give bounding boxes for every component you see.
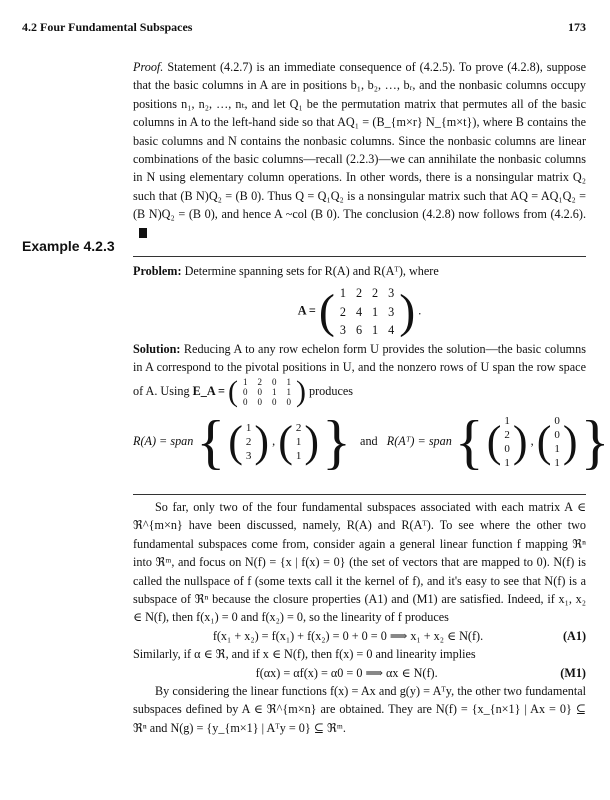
- page-header: [22, 18, 586, 38]
- and-text: and: [360, 433, 378, 448]
- matrix-a-cell: 2: [355, 286, 363, 301]
- matrix-ea-cell: 1: [271, 386, 277, 397]
- equation-a1-tag: (A1): [562, 628, 586, 643]
- matrix-a-row: [335, 303, 399, 321]
- ra-left-paren-icon: (: [228, 417, 243, 466]
- ra-left-brace-icon: {: [196, 409, 226, 475]
- ra-right-paren-icon: ): [254, 417, 270, 466]
- matrix-a-cell: 6: [355, 323, 363, 338]
- ra-entry: 1: [245, 422, 252, 434]
- rat-left-paren-icon: (: [536, 417, 552, 466]
- proof-block: [133, 58, 586, 242]
- rat-entry: 1: [504, 415, 510, 427]
- matrix-ea-cell: 0: [271, 376, 277, 387]
- left-paren-icon: (: [318, 285, 335, 339]
- ra-entry: 1: [295, 436, 302, 448]
- matrix-a-cell: 3: [339, 323, 346, 338]
- matrix-a-equation: A = ( 1 2 2 3 2 4 1 3 3 6 1 4 ) .: [297, 285, 422, 339]
- rat-right-paren-icon: ): [562, 417, 578, 466]
- matrix-a-cell: 1: [372, 304, 379, 319]
- rat-left-brace-icon: {: [454, 409, 484, 475]
- example-top-rule: [133, 256, 586, 257]
- equation-m1-text: f(αx) = αf(x) = α0 = 0 ⟹ αx ∈ N(f).: [255, 665, 438, 680]
- ra-entry: 2: [245, 436, 252, 448]
- rat-right-paren-icon: ): [512, 417, 528, 466]
- ea-left-paren-icon: (: [227, 374, 238, 408]
- equation-a1: [133, 627, 586, 645]
- ea-right-paren-icon: ): [295, 374, 306, 408]
- section-title: 4.2 Four Fundamental Subspaces: [22, 20, 193, 34]
- matrix-a-cell: 3: [388, 286, 395, 301]
- matrix-ea-cell: 0: [257, 386, 262, 397]
- matrix-a-cell: 3: [388, 304, 395, 319]
- rat-vectors: ( 1 2 0 1 ) , ( 0 0 1 1 ): [486, 415, 578, 469]
- matrix-a-cell: 4: [355, 304, 363, 319]
- rat-label: R(Aᵀ) = span: [386, 433, 452, 448]
- rat-vector: [551, 414, 563, 470]
- matrix-ea-cell: 0: [242, 386, 248, 397]
- example-bottom-rule: [133, 494, 586, 495]
- solution-label: Solution:: [133, 342, 181, 356]
- matrix-a-cell: 2: [339, 304, 346, 319]
- produces-text: produces: [309, 383, 354, 398]
- ra-label: R(A) = span: [133, 433, 194, 448]
- paragraph-nullspace: So far, only two of the four fundamental subspaces associated with each matrix A ∈ ℜ^{m×n} have been discussed, namely, R(A) and R(Aᵀ). To see where the other two fundamental subspaces come from, consider again a general linear function f mapping ℜⁿ into ℜᵐ, and focus on N(f) = {x | f(x) = 0} (the set of vectors that are mapped to 0). N(f) is called the nullspace of f (some texts call it the kernel of f), and it's easy to see that N(f) is a subspace of ℜⁿ because the closure properties (A1) and (M1) are satisfied. Indeed, if x₁, x₂ ∈ N(f), then f(x₁) = 0 and f(x₂) = 0, so the linearity of f produces: [133, 500, 586, 625]
- page-number: 173: [568, 20, 586, 34]
- problem-text: Determine spanning sets for R(A) and R(Aᵀ), where: [184, 264, 439, 278]
- matrix-a-row: [335, 321, 399, 339]
- ra-entry: 1: [295, 450, 302, 462]
- matrix-a-cell: 4: [388, 323, 395, 338]
- proof-label: Proof.: [133, 60, 164, 74]
- matrix-ea-row: [238, 387, 296, 397]
- ra-entry: 3: [245, 450, 252, 462]
- rat-entry: 0: [554, 429, 560, 441]
- equation-m1-tag: (M1): [560, 665, 586, 680]
- matrix-a: [335, 284, 399, 339]
- matrix-a-label: A =: [297, 303, 316, 318]
- rat-entry: 2: [504, 429, 510, 441]
- proof-text: Statement (4.2.7) is an immediate consequence of (4.2.5). To prove (4.2.8), suppose that the basic columns in A are in positions b₁, b₂, …, bᵣ, and the nonbasic columns occupy positions n₁, n₂, …, nₜ, and let Q₁ be the permutation matrix that permutes all of the basic columns in A to the left-hand side so that AQ₁ = (B_{m×r} N_{m×t}), where B contains the basic columns and N contains the nonbasic columns. Since the nonbasic columns are linear combinations of the basic columns—recall (2.2.3)—we can annihilate the nonbasic columns in N using elementary column operations. In other words, there is a nonsingular matrix Q₂ such that (B N)Q₂ = (B 0). Thus Q = Q₁Q₂ is a nonsingular matrix such that AQ = AQ₁Q₂ = (B N)Q₂ = (B 0), and hence A ~col (B 0). The conclusion (4.2.8) now follows from (4.2.6).: [133, 60, 587, 222]
- matrix-a-row: [335, 284, 399, 302]
- ea-label: E_A =: [192, 383, 225, 398]
- qed-icon: [139, 228, 147, 238]
- paragraph-similarly: Similarly, if α ∈ ℜ, and if x ∈ N(f), then f(x) = 0 and linearity implies: [133, 647, 476, 662]
- matrix-ea-cell: 1: [286, 386, 291, 397]
- matrix-a-cell: 1: [372, 323, 379, 338]
- matrix-ea-row: [238, 397, 296, 407]
- matrix-ea-cell: 0: [271, 396, 277, 407]
- matrix-ea-cell: 1: [286, 376, 291, 387]
- rat-entry: 1: [554, 457, 560, 469]
- matrix-ea-cell: 0: [257, 396, 262, 407]
- equation-a1-text: f(x₁ + x₂) = f(x₁) + f(x₂) = 0 + 0 = 0 ⟹ x₁ + x₂ ∈ N(f).: [212, 628, 484, 643]
- paragraph-by-considering: By considering the linear functions f(x) = Ax and g(y) = Aᵀy, the other two fundamental subspaces defined by A ∈ ℜ^{m×n} are obtained. They are N(f) = {x_{n×1} | Ax = 0} ⊆ ℜⁿ and N(g) = {y_{m×1} | Aᵀy = 0} ⊆ ℜᵐ.: [133, 684, 586, 735]
- rat-vector: [501, 414, 513, 470]
- ra-vector: [243, 421, 255, 463]
- solution-text: Reducing A to any row echelon form U provides the solution—the basic columns in A correspond to the pivotal positions in U, and the nonzero rows of U span the row space of A. Using: [133, 342, 587, 398]
- ra-entry: 2: [295, 422, 302, 434]
- span-equations: [133, 409, 610, 475]
- right-paren-icon: ): [399, 285, 416, 339]
- matrix-ea-cell: 0: [242, 396, 248, 407]
- matrix-a-cell: 1: [339, 286, 346, 301]
- problem-block: [133, 262, 586, 340]
- rat-right-brace-icon: }: [580, 409, 610, 475]
- ra-right-paren-icon: ): [304, 417, 320, 466]
- ra-vectors: ( 1 2 3 ) , ( 2 1 1 ): [228, 417, 320, 466]
- ra-left-paren-icon: (: [278, 417, 293, 466]
- ra-right-brace-icon: }: [322, 409, 351, 475]
- ra-vector: [293, 421, 305, 463]
- rat-entry: 0: [554, 415, 560, 427]
- matrix-ea: [238, 377, 296, 407]
- equation-m1: [133, 664, 586, 682]
- solution-block: [133, 340, 586, 407]
- rat-entry: 1: [504, 457, 510, 469]
- matrix-ea-cell: 2: [257, 376, 262, 387]
- problem-label: Problem:: [133, 264, 182, 278]
- rat-left-paren-icon: (: [486, 417, 502, 466]
- rat-entry: 1: [554, 443, 560, 455]
- example-title: Example 4.2.3: [22, 238, 115, 254]
- matrix-ea-cell: 0: [286, 396, 291, 407]
- continuation-block: [133, 498, 586, 737]
- rat-entry: 0: [504, 443, 510, 455]
- matrix-ea-cell: 1: [242, 376, 248, 387]
- matrix-ea-row: [238, 377, 296, 387]
- matrix-a-cell: 2: [372, 286, 379, 301]
